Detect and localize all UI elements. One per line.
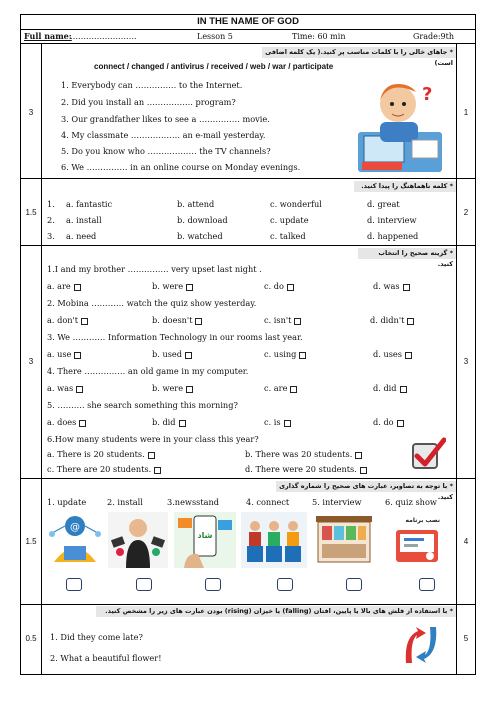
- q3-option[interactable]: [152, 417, 186, 427]
- option-label: b. were: [152, 281, 184, 291]
- answer-box[interactable]: [205, 578, 221, 591]
- answer-checkbox[interactable]: [405, 352, 412, 359]
- score-column-divider: [41, 44, 42, 675]
- svg-text:شاد: شاد: [197, 531, 213, 540]
- q3-stem: 3. We ………… Information Technology in our rooms last year.: [47, 332, 303, 342]
- option-label: a. are: [47, 281, 71, 291]
- q4-word: 4. connect: [246, 497, 290, 507]
- q1-item: 1. Everybody can …………… to the Internet.: [61, 80, 243, 90]
- answer-checkbox[interactable]: [294, 318, 301, 325]
- option-label: d. uses: [373, 349, 402, 359]
- q2-title: * کلمه ناهماهنگ را پیدا کنید.: [354, 181, 456, 192]
- answer-box[interactable]: [277, 578, 293, 591]
- interview-picture: [108, 512, 168, 568]
- q1-item: 5. Do you know who ……………… the TV channels?: [61, 146, 271, 156]
- answer-checkbox[interactable]: [195, 318, 202, 325]
- answer-checkbox[interactable]: [407, 318, 414, 325]
- quiz-show-picture: [241, 512, 307, 568]
- q1-item: 3. Our grandfather likes to see a …………… movie.: [61, 114, 270, 124]
- answer-checkbox[interactable]: [355, 452, 362, 459]
- picture-caption: نصب برنامه: [405, 517, 440, 524]
- option-label: a. There is 20 students.: [47, 449, 145, 459]
- answer-box[interactable]: [66, 578, 82, 591]
- option-label: c. using: [264, 349, 297, 359]
- answer-checkbox[interactable]: [287, 284, 294, 291]
- answer-checkbox[interactable]: [299, 352, 306, 359]
- option-label: c. are: [264, 383, 288, 393]
- option-label: d. didn't: [370, 315, 405, 325]
- q3-option[interactable]: [373, 417, 404, 427]
- q5-number: 5: [463, 634, 469, 643]
- option-label: c. is: [264, 417, 281, 427]
- option-label: c. do: [264, 281, 284, 291]
- q2-option: b. watched: [177, 231, 223, 241]
- q1-score: 3: [28, 108, 34, 117]
- q2-row-number: 3.: [47, 231, 55, 241]
- answer-checkbox[interactable]: [81, 318, 88, 325]
- q5-title: * با استفاده از فلش های بالا یا پایین، افتان (falling) یا خیزان (rising) بودن عبارت های زیر را مشخص کنید.: [96, 606, 456, 617]
- q3-option[interactable]: [47, 349, 81, 359]
- boy-computer-illustration: [350, 74, 448, 176]
- option-label: d. was: [373, 281, 400, 291]
- option-label: b. doesn't: [152, 315, 193, 325]
- q4-word: 6. quiz show: [385, 497, 437, 507]
- header-row: [20, 30, 476, 44]
- q3-option[interactable]: [47, 315, 88, 325]
- q2-option: a. fantastic: [66, 199, 113, 209]
- q3-option[interactable]: [264, 417, 291, 427]
- q3-number: 3: [463, 357, 469, 366]
- q5-item: 2. What a beautiful flower!: [50, 653, 162, 663]
- q2-option: a. need: [66, 231, 97, 241]
- svg-text:?: ?: [422, 84, 433, 105]
- q2-option: c. wonderful: [270, 199, 322, 209]
- option-label: c. There are 20 students.: [47, 464, 152, 474]
- q2-option: a. install: [66, 215, 102, 225]
- page-title: IN THE NAME OF GOD: [20, 14, 476, 30]
- q3-option[interactable]: [373, 383, 407, 393]
- install-picture: [174, 512, 236, 568]
- q4-word: 1. update: [47, 497, 87, 507]
- q3-option[interactable]: [47, 281, 81, 291]
- answer-checkbox[interactable]: [360, 467, 367, 474]
- q2-option: c. update: [270, 215, 309, 225]
- q3-option[interactable]: [152, 383, 193, 393]
- q3-option[interactable]: [245, 464, 367, 474]
- answer-checkbox[interactable]: [185, 352, 192, 359]
- answer-checkbox[interactable]: [403, 284, 410, 291]
- answer-checkbox[interactable]: [186, 284, 193, 291]
- option-label: b. used: [152, 349, 183, 359]
- answer-checkbox[interactable]: [154, 467, 161, 474]
- q2-option: d. happened: [367, 231, 419, 241]
- q3-option[interactable]: [373, 349, 412, 359]
- q4-word: 5. interview: [312, 497, 362, 507]
- q3-option[interactable]: [47, 449, 155, 459]
- q3-option[interactable]: [152, 315, 202, 325]
- q2-option: d. great: [367, 199, 400, 209]
- q3-stem: 2. Mobina ………… watch the quiz show yesterday.: [47, 298, 257, 308]
- q3-option[interactable]: [264, 349, 306, 359]
- answer-checkbox[interactable]: [76, 386, 83, 393]
- q3-option[interactable]: [47, 417, 86, 427]
- q1-number: 1: [463, 108, 469, 117]
- option-label: a. use: [47, 349, 72, 359]
- q1-item: 2. Did you install an …………….. program?: [61, 97, 236, 107]
- q3-option[interactable]: [245, 449, 362, 459]
- q1-item: 6. We …………… in an online course on Monday evenings.: [61, 162, 301, 172]
- q1-title: * جاهای خالی را با کلمات مناسب پر کنید.( یک کلمه اضافی است): [262, 47, 456, 58]
- rising-falling-arrows-icon: [400, 623, 442, 667]
- answer-checkbox[interactable]: [74, 284, 81, 291]
- q2-row-number: 1.: [47, 199, 55, 209]
- q3-option[interactable]: [264, 383, 297, 393]
- answer-checkbox[interactable]: [179, 420, 186, 427]
- checkmark-icon: [410, 436, 446, 472]
- q2-row-number: 2.: [47, 215, 55, 225]
- option-label: d. did: [373, 383, 397, 393]
- option-label: d. There were 20 students.: [245, 464, 357, 474]
- option-label: d. do: [373, 417, 394, 427]
- answer-checkbox[interactable]: [74, 352, 81, 359]
- lesson-label: Lesson 5: [197, 32, 233, 41]
- answer-checkbox[interactable]: [79, 420, 86, 427]
- option-label: b. were: [152, 383, 184, 393]
- q2-option: d. interview: [367, 215, 417, 225]
- q4-score: 1.5: [25, 537, 37, 546]
- q3-title: * گزینه صحیح را انتخاب کنید.: [358, 248, 456, 259]
- answer-box[interactable]: [419, 578, 435, 591]
- full-name-field[interactable]: …………………….: [70, 32, 137, 41]
- q3-stem: 1.I and my brother …………… very upset last night .: [47, 264, 262, 274]
- option-label: a. was: [47, 383, 74, 393]
- answer-box[interactable]: [136, 578, 152, 591]
- full-name-label: Full name:: [24, 31, 72, 41]
- q3-option[interactable]: [152, 281, 193, 291]
- q3-option[interactable]: [264, 281, 294, 291]
- connect-picture: [46, 512, 104, 568]
- answer-checkbox[interactable]: [397, 420, 404, 427]
- answer-checkbox[interactable]: [148, 452, 155, 459]
- row-divider: [20, 178, 476, 179]
- q2-score: 1.5: [25, 208, 37, 217]
- answer-checkbox[interactable]: [186, 386, 193, 393]
- q3-option[interactable]: [264, 315, 301, 325]
- q4-title: * با توجه به تصاویر، عبارت های صحیح را شماره گذاری کنید.: [276, 481, 456, 492]
- q5-item: 1. Did they come late?: [50, 632, 143, 642]
- option-label: a. don't: [47, 315, 79, 325]
- answer-checkbox[interactable]: [400, 386, 407, 393]
- svg-text:@: @: [70, 522, 80, 533]
- q4-word: 2. install: [107, 497, 143, 507]
- q2-option: b. download: [177, 215, 228, 225]
- q3-stem: 5. ………. she search something this morning?: [47, 400, 238, 410]
- q2-option: c. talked: [270, 231, 306, 241]
- q2-option: b. attend: [177, 199, 215, 209]
- option-label: b. did: [152, 417, 176, 427]
- row-divider: [20, 478, 476, 479]
- q3-option[interactable]: [47, 383, 83, 393]
- q4-word: 3.newsstand: [167, 497, 220, 507]
- option-label: a. does: [47, 417, 77, 427]
- answer-checkbox[interactable]: [284, 420, 291, 427]
- q1-item: 4. My classmate ……………… an e-mail yesterday.: [61, 130, 266, 140]
- grade-label: Grade:9th: [413, 32, 454, 41]
- q3-stem: 4. There …………… an old game in my computer.: [47, 366, 249, 376]
- q5-score: 0.5: [25, 634, 37, 643]
- q3-option[interactable]: [373, 281, 410, 291]
- time-label: Time: 60 min: [292, 32, 346, 41]
- word-bank: connect / changed / antivirus / received / web / war / participate: [94, 62, 334, 71]
- q3-option[interactable]: [370, 315, 414, 325]
- option-label: c. isn't: [264, 315, 292, 325]
- q3-option[interactable]: [152, 349, 192, 359]
- newsstand-picture: [312, 512, 376, 568]
- row-divider: [20, 604, 476, 605]
- q3-stem: 6.How many students were in your class this year?: [47, 434, 259, 444]
- option-label: b. There was 20 students.: [245, 449, 353, 459]
- update-install-picture: [390, 512, 444, 568]
- answer-box[interactable]: [346, 578, 362, 591]
- q3-score: 3: [28, 357, 34, 366]
- answer-checkbox[interactable]: [290, 386, 297, 393]
- q4-number: 4: [463, 537, 469, 546]
- q3-option[interactable]: [47, 464, 161, 474]
- q2-number: 2: [463, 208, 469, 217]
- row-divider: [20, 245, 476, 246]
